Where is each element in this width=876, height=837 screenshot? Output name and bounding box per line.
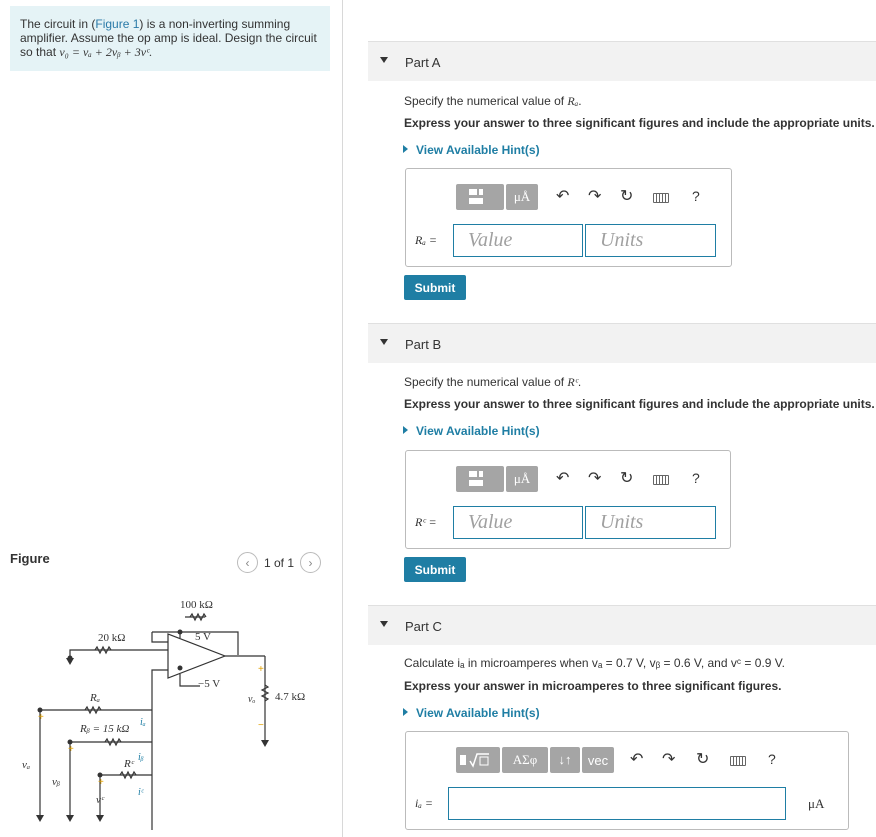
caret-right-icon: [403, 145, 408, 153]
units-button[interactable]: μÅ: [506, 466, 538, 492]
redo-icon[interactable]: ↷: [588, 188, 602, 205]
ra-label: Rₐ =: [415, 233, 437, 247]
templates-button[interactable]: [456, 747, 500, 773]
next-figure-button[interactable]: [300, 552, 321, 573]
label-4-7k: 4.7 kΩ: [275, 691, 306, 703]
caret-right-icon: [403, 708, 408, 716]
templates-button[interactable]: [456, 184, 504, 210]
chevron-right-icon: ›: [308, 555, 313, 570]
label-5v: 5 V: [195, 631, 211, 643]
label-minus-5v: −5 V: [198, 678, 221, 690]
ia-value-input[interactable]: [448, 787, 786, 820]
label-plus-va: +: [38, 712, 44, 723]
ia-label: iₐ =: [415, 796, 433, 810]
undo-icon[interactable]: ↶: [556, 470, 570, 487]
label-vb: vᵦ: [52, 776, 61, 788]
arrows-button[interactable]: ↓↑: [550, 747, 580, 773]
part-a-submit-button[interactable]: Submit: [404, 275, 466, 300]
label-20k: 20 kΩ: [98, 632, 126, 644]
keyboard-icon[interactable]: [653, 193, 669, 203]
part-a-prompt: Specify the numerical value of Rₐ.: [404, 94, 582, 108]
part-b-hint-link[interactable]: View Available Hint(s): [403, 424, 540, 438]
figure-link[interactable]: Figure 1: [95, 17, 140, 31]
vec-button[interactable]: vec: [582, 747, 614, 773]
label-vo: vₒ: [248, 694, 256, 705]
collapse-caret-icon: [380, 621, 388, 627]
label-ia: iₐ: [140, 717, 146, 728]
part-c-hint-link[interactable]: View Available Hint(s): [403, 706, 540, 720]
problem-statement: The circuit in (Figure 1) is a non-inverting summing amplifier. Assume the op amp is ideal. Design the circuit so that v₀ = vₐ + 2vᵦ + 3vᶜ.: [10, 6, 330, 71]
ra-units-input[interactable]: [585, 224, 716, 257]
label-rc: Rᶜ: [124, 758, 134, 770]
part-a-answer-box: [405, 168, 732, 267]
figure-navigation: [237, 552, 321, 573]
keyboard-icon[interactable]: [653, 475, 669, 485]
figure-page-indicator: 1 of 1: [264, 555, 295, 570]
label-va: vₐ: [22, 759, 31, 771]
part-c-header[interactable]: Part C: [368, 605, 876, 645]
label-plus-vb: +: [68, 744, 74, 755]
rc-value-input[interactable]: [453, 506, 583, 539]
ra-value-input[interactable]: [453, 224, 583, 257]
left-panel: [0, 0, 343, 837]
part-b-answer-box: [405, 450, 731, 549]
collapse-caret-icon: [380, 57, 388, 63]
ia-unit-label: μA: [808, 796, 825, 811]
rc-units-input[interactable]: [585, 506, 716, 539]
label-ic: iᶜ: [138, 787, 144, 798]
reset-icon[interactable]: ↻: [620, 188, 634, 205]
part-b-submit-button[interactable]: Submit: [404, 557, 466, 582]
part-c-instruction: Express your answer in microamperes to three significant figures.: [404, 679, 782, 693]
caret-right-icon: [403, 426, 408, 434]
figure-header: Figure: [10, 551, 50, 566]
redo-icon[interactable]: ↷: [662, 751, 676, 768]
chevron-left-icon: ‹: [245, 555, 250, 570]
part-c-prompt: Calculate iₐ in microamperes when vₐ = 0.7 V, vᵦ = 0.6 V, and vᶜ = 0.9 V.: [404, 656, 786, 670]
part-b-instruction: Express your answer to three significant figures and include the appropriate units.: [404, 397, 875, 411]
sqrt-template-icon: [456, 747, 500, 773]
keyboard-icon[interactable]: [730, 756, 746, 766]
reset-icon[interactable]: ↻: [696, 751, 710, 768]
label-ib: iᵦ: [138, 752, 144, 763]
help-icon[interactable]: ?: [692, 188, 700, 204]
part-b-header[interactable]: Part B: [368, 323, 876, 363]
fraction-template-icon: [456, 184, 504, 210]
units-button[interactable]: μÅ: [506, 184, 538, 210]
part-c-answer-box: [405, 731, 849, 830]
label-plus-vo: +: [258, 664, 264, 675]
templates-button[interactable]: [456, 466, 504, 492]
label-plus-vc: +: [98, 777, 104, 788]
reset-icon[interactable]: ↻: [620, 470, 634, 487]
part-a-instruction: Express your answer to three significant figures and include the appropriate units.: [404, 116, 875, 130]
label-ra: Rₐ: [90, 692, 100, 704]
label-vc: vᶜ: [96, 794, 104, 806]
undo-icon[interactable]: ↶: [556, 188, 570, 205]
collapse-caret-icon: [380, 339, 388, 345]
rc-label: Rᶜ =: [415, 515, 437, 529]
prev-figure-button[interactable]: [237, 552, 258, 573]
part-a-hint-link[interactable]: View Available Hint(s): [403, 143, 540, 157]
part-a-header[interactable]: Part A: [368, 41, 876, 81]
help-icon[interactable]: ?: [692, 470, 700, 486]
label-100k: 100 kΩ: [180, 599, 213, 611]
undo-icon[interactable]: ↶: [630, 751, 644, 768]
help-icon[interactable]: ?: [768, 751, 776, 767]
greek-symbols-button[interactable]: AΣφ: [502, 747, 548, 773]
part-b-prompt: Specify the numerical value of Rᶜ.: [404, 375, 582, 389]
circuit-diagram: [20, 590, 320, 830]
design-equation: v₀ = vₐ + 2vᵦ + 3vᶜ.: [59, 45, 153, 59]
label-minus-vo: −: [258, 720, 264, 731]
redo-icon[interactable]: ↷: [588, 470, 602, 487]
label-rb: Rᵦ = 15 kΩ: [80, 723, 130, 735]
fraction-template-icon: [456, 466, 504, 492]
